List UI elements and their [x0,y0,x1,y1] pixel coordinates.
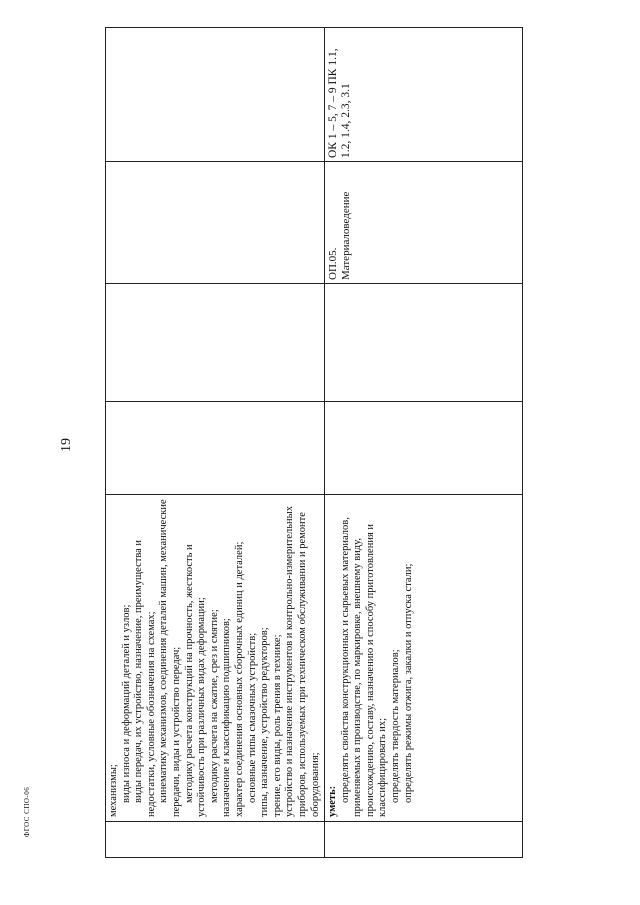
list-item: устройство и назначение инструментов и контрольно-измерительных приборов, используемых при техническом обслуживании и ремонте оборудования; [284,506,321,817]
list-item: виды износа и деформаций деталей и узлов; [120,604,132,803]
curriculum-table [105,27,523,858]
skills-heading: уметь: [327,785,339,817]
list-item: методику расчета конструкций на прочность, жесткость и устойчивость при различных видах деформации; [183,544,208,817]
list-item: механизмы; [108,764,119,817]
list-item: характер соединения основных сборочных единиц и деталей; [233,541,245,817]
index-cell [325,822,523,858]
list-item: назначение и классификацию подшипников; [221,618,233,817]
competencies-cell [325,28,523,162]
page-number: 19 [59,438,74,452]
list-item: основные типы смазочных устройств; [246,632,258,803]
table-row [106,28,325,858]
list-item: методику расчета на сжатие, срез и смятие; [208,609,220,803]
empty-cell [106,284,325,402]
empty-cell [106,28,325,162]
table-row [325,28,523,858]
empty-cell [325,402,523,495]
list-item: трение, его виды, роль трения в технике; [271,634,283,817]
index-cell [106,822,325,858]
list-item: кинематику механизмов, соединения деталей машин, механические передачи, виды и устройство передач; [158,499,182,817]
competencies-text: ОК 1 – 5, 7 – 9 ПК 1.1, 1.2, 1.4, 2.3, 3.1 [327,48,352,158]
empty-cell [106,162,325,284]
empty-cell [325,284,523,402]
list-item: определять режимы отжига, закалки и отпуска стали; [402,563,414,803]
empty-cell [106,402,325,495]
footer-code: ФГОС СПО-06 [23,786,31,838]
list-item: определять свойства конструкционных и сырьевых материалов, применяемых в производстве, по маркировке, внешнему виду, происхождению, составу, назначению и способу приготовления и классифицировать их; [339,517,389,817]
content-cell [325,495,523,822]
list-item: типы, назначение, устройство редукторов; [259,627,271,817]
discipline-name: Материаловедение [339,191,352,280]
list-item: виды передач, их устройство, назначение, преимущества и недостатки, условные обозначения на схемах; [133,539,157,817]
rotated-table-wrapper [105,28,500,858]
discipline-cell [325,162,523,284]
list-item: определять твердость материалов; [390,649,402,803]
discipline-code: ОП.05. [327,247,340,280]
content-cell [106,495,325,822]
